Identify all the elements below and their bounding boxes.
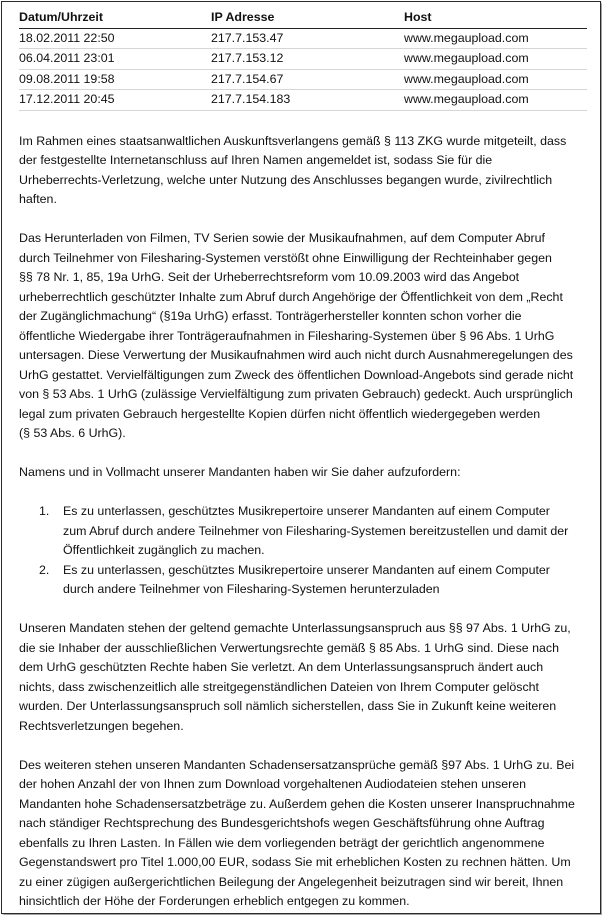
- text-line: Gegenstandswert pro Titel 1.000,00 EUR, sodass Sie mit erheblichen Kosten zu rechnen hätten. Um: [19, 855, 571, 869]
- list-item: [19, 561, 589, 600]
- text-line: hinsichtlich der Höhe der Forderungen erheblich entgegen zu kommen.: [19, 894, 410, 908]
- host-cell: www.megaupload.com: [404, 90, 587, 111]
- ip-cell: 217.7.153.12: [211, 49, 404, 70]
- host-cell: www.megaupload.com: [404, 49, 587, 70]
- text-line: durch Teilnehmer von Filesharing-Systemen verstößt ohne Einwilligung der Rechteinhaber gegen: [19, 250, 552, 265]
- table-row: [19, 90, 587, 111]
- paragraph-injunction: [19, 619, 589, 736]
- paragraph-liability: [19, 132, 589, 210]
- text-line: UrhG gestattet. Vervielfältigungen zum Zweck des öffentlichen Download-Angebots sind gerade nicht: [19, 367, 574, 382]
- ip-cell: 217.7.154.67: [211, 69, 404, 90]
- column-header-ip: IP Adresse: [211, 8, 404, 28]
- text-line: §§ 78 Nr. 1, 85, 19a UrhG. Seit der Urheberrechtsreform vom 10.09.2003 wird das Angebot: [19, 270, 520, 284]
- text-line: der festgestellte Internetanschluss auf Ihren Namen angemeldet ist, sodass Sie für die: [19, 153, 493, 167]
- text-line: nichts, dass zwischenzeitlich alle streitgegenständlichen Dateien von Ihrem Computer gelöscht: [19, 679, 539, 694]
- host-cell: www.megaupload.com: [404, 69, 587, 90]
- list-number: 1.: [39, 504, 50, 518]
- connection-log-table: [19, 8, 587, 111]
- text-line: nach ständiger Rechtsprechung des Bundesgerichtshofs wegen Geschäftsführung ohne Auftrag: [19, 816, 545, 830]
- text-line: Urheberrechts-Verletzung, welche unter Nutzung des Anschlusses begangen wurde, zivilrechtlich: [19, 172, 553, 187]
- datetime-cell: 06.04.2011 23:01: [19, 49, 211, 70]
- text-line: haften.: [19, 192, 57, 206]
- text-line: wurden. Der Unterlassungsanspruch soll nämlich sicherstellen, dass Sie in Zukunft keine weiteren: [19, 699, 557, 713]
- column-header-host: Host: [404, 8, 587, 28]
- text-line: zu einer zügigen außergerichtlichen Beilegung der Angelegenheit beizutragen sind wir bereit, Ihnen: [19, 874, 564, 889]
- datetime-cell: 17.12.2011 20:45: [19, 90, 211, 111]
- text-line: Es zu unterlassen, geschütztes Musikrepertoire unserer Mandanten auf einem Computer: [63, 504, 550, 518]
- text-line: legal zum privaten Gebrauch hergestellte Kopien dürfen nicht öffentlich wiedergegeben werden: [19, 406, 541, 421]
- column-header-datetime: Datum/Uhrzeit: [19, 8, 211, 28]
- text-line: untersagen. Diese Verwertung der Musikaufnahmen wird auch nicht durch Ausnahmeregelungen des: [19, 348, 573, 362]
- list-number: 2.: [39, 562, 50, 577]
- text-line: urheberrechtlich geschützter Inhalte zum Abruf durch Angehörige der Öffentlichkeit von dem „Recht: [19, 289, 563, 304]
- host-cell: www.megaupload.com: [404, 28, 587, 49]
- paragraph-legal-basis: [19, 229, 589, 444]
- text-line: öffentliche Wiedergabe ihrer Tonträgeraufnahmen in Filesharing-Systemen über § 96 Abs. 1 UrhG: [19, 328, 555, 343]
- text-line: der hohen Anzahl der von Ihnen zum Download vorgehaltenen Audiodateien stehen unseren: [19, 777, 527, 791]
- paragraph-damages: [19, 756, 589, 912]
- document-content: [19, 8, 589, 912]
- text-line: der Zugänglichmachung“ (§19a UrhG) erfasst. Tonträgerhersteller konnten schon vorher die: [19, 309, 522, 323]
- ip-cell: 217.7.154.183: [211, 90, 404, 111]
- text-line: Mandanten hohe Schadensersatzbeträge zu. Außerdem gehen die Kosten unserer Inanspruchnahme: [19, 796, 575, 811]
- text-line: durch andere Teilnehmer von Filesharing-Systemen herunterzuladen: [63, 582, 440, 596]
- text-line: Unseren Mandaten stehen der geltend gemachte Unterlassungsanspruch aus §§ 97 Abs. 1 UrhG zu,: [19, 621, 571, 635]
- datetime-cell: 09.08.2011 19:58: [19, 69, 211, 90]
- table-header-row: [19, 8, 587, 28]
- table-row: [19, 28, 587, 49]
- text-line: Das Herunterladen von Filmen, TV Serien sowie der Musikaufnahmen, auf dem Computer Abruf: [19, 231, 545, 245]
- text-line: Öffentlichkeit zugänglich zu machen.: [63, 543, 265, 557]
- text-line: (§ 53 Abs. 6 UrhG).: [19, 426, 126, 440]
- text-line: Rechtsverletzungen begehen.: [19, 718, 184, 733]
- paragraph-demand-intro: [19, 463, 589, 483]
- text-line: ebenfalls zu Ihren Lasten. In Fällen wie dem vorliegenden beträgt der gerichtlich angenommene: [19, 835, 545, 850]
- ip-cell: 217.7.153.47: [211, 28, 404, 49]
- datetime-cell: 18.02.2011 22:50: [19, 28, 211, 49]
- text-line: dem UrhG geschützten Rechte haben Sie verletzt. An dem Unterlassungsanspruch ändert auch: [19, 660, 544, 674]
- text-line: die sie Inhaber der ausschließlichen Verwertungsrechte gemäß § 85 Abs. 1 UrhG sind. Diese nach: [19, 640, 559, 655]
- demands-list: [19, 502, 589, 600]
- text-line: Im Rahmen eines staatsanwaltlichen Auskunftsverlangens gemäß § 113 ZKG wurde mitgeteilt, dass: [19, 133, 567, 148]
- text-line: Namens und in Vollmacht unserer Mandanten haben wir Sie daher aufzufordern:: [19, 465, 461, 479]
- text-line: Des weiteren stehen unseren Mandanten Schadensersatzansprüche gemäß §97 Abs. 1 UrhG zu. Bei: [19, 757, 575, 772]
- text-line: zum Abruf durch andere Teilnehmer von Filesharing-Systemen bereitzustellen und damit der: [63, 523, 569, 538]
- text-line: Es zu unterlassen, geschütztes Musikrepertoire unserer Mandanten auf einem Computer: [63, 562, 550, 577]
- list-item: [19, 502, 589, 561]
- table-row: [19, 49, 587, 70]
- text-line: von § 53 Abs. 1 UrhG (zulässige Vervielfältigung zum privaten Gebrauch) gedeckt. Auch ursprünglich: [19, 387, 573, 401]
- document-page: [1, 1, 601, 914]
- table-row: [19, 69, 587, 90]
